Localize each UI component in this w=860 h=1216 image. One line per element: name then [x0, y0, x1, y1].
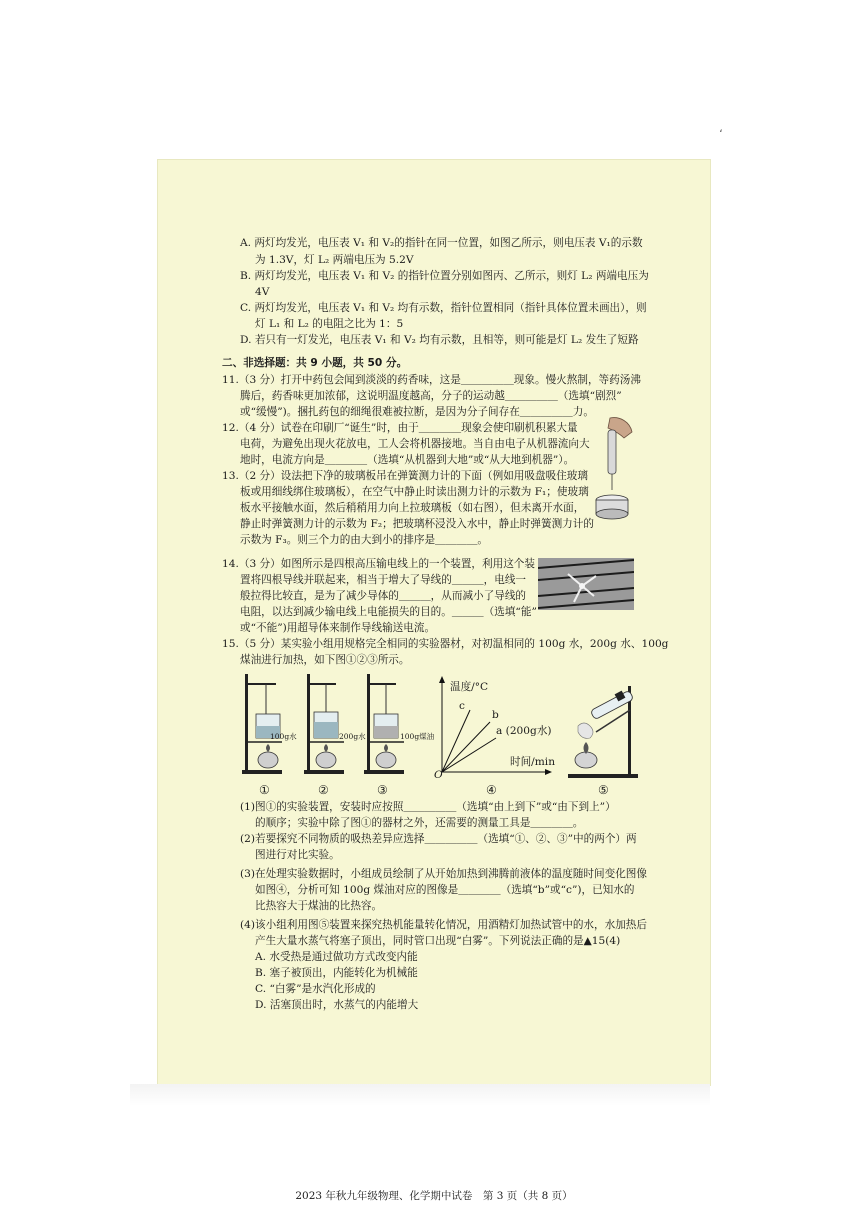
text-line: 电荷，为避免出现火花放电，工人会将机器接地。当自由电子从机器流向大: [240, 438, 590, 450]
graph-x-axis-label: 时间/min: [510, 756, 556, 768]
text-line: 比热容大于煤油的比热容。: [255, 900, 383, 912]
text-line: A. 水受热是通过做功方式改变内能: [255, 951, 418, 963]
graph-line-c-label: c: [459, 700, 465, 712]
figure1-number: ①: [259, 783, 270, 797]
text-line: 12.（4 分）试卷在印刷厂“诞生”时，由于＿＿＿＿现象会使印刷机积累大量: [222, 422, 578, 434]
apparatus-1: [242, 674, 282, 774]
power-line-spacer-photo: [538, 558, 634, 610]
apparatus-3: [364, 674, 404, 774]
figure4-number: ④: [486, 783, 497, 797]
text-line: D. 若只有一灯发光，电压表 V₁ 和 V₂ 均有示数，且相等，则可能是灯 L₂ 发生了短路: [240, 334, 639, 346]
test-tube-steam-figure: [560, 680, 650, 784]
text-line: B. 两灯均发光，电压表 V₁ 和 V₂ 的指针位置分别如图丙、乙所示，则灯 L₂ 两端电压为: [240, 270, 649, 282]
graph-line-a-label: a (200g水): [496, 725, 552, 737]
text-line: 如图④，分析可知 100g 煤油对应的图像是＿＿＿＿（选填“b”或“c”)，已知水的: [255, 884, 635, 896]
text-line: C. “白雾”是水汽化形成的: [255, 983, 376, 995]
heating-apparatus-figures: [236, 668, 426, 798]
spring-balance-figure: [590, 416, 636, 524]
text-line: (3)在处理实验数据时，小组成员绘制了从开始加热到沸腾前液体的温度随时间变化图像: [240, 868, 647, 880]
text-line: 或“缓慢”)。捆扎药包的细绳很难被拉断，是因为分子间存在＿＿＿＿＿力。: [240, 406, 594, 418]
text-line: B. 塞子被顶出，内能转化为机械能: [255, 967, 418, 979]
text-line: 图进行对比实验。: [255, 849, 340, 861]
text-line: 4V: [255, 286, 270, 298]
figure5-number: ⑤: [598, 783, 609, 797]
text-line: (4)该小组利用图⑤装置来探究热机能量转化情况，用酒精灯加热试管中的水，水加热后: [240, 919, 647, 931]
text-line: 灯 L₁ 和 L₂ 的电阻之比为 1：5: [255, 318, 404, 330]
text-line: C. 两灯均发光，电压表 V₁ 和 V₂ 均有示数，指针位置相同（指针具体位置未画出），则: [240, 302, 647, 314]
figure1-liquid-label: 100g水: [270, 732, 297, 741]
text-line: 14.（3 分）如图所示是四根高压输电线上的一个装置，利用这个装: [222, 558, 535, 570]
text-line: 示数为 F₃。则三个力的由大到小的排序是＿＿＿＿。: [240, 534, 489, 546]
graph-y-axis-label: 温度/°C: [450, 681, 489, 693]
text-line: D. 活塞顶出时，水蒸气的内能增大: [255, 999, 419, 1011]
text-line: (1)图①的实验装置，安装时应按照＿＿＿＿＿（选填“由上到下”或“由下到上”）: [240, 801, 616, 813]
text-line: (2)若要探究不同物质的吸热差异应选择＿＿＿＿＿（选填“①、②、③”中的两个）两: [240, 833, 637, 845]
text-line: 腾后，药香味更加浓郁，这说明温度越高，分子的运动越＿＿＿＿＿（选填“剧烈”: [240, 390, 622, 402]
text-line: A. 两灯均发光，电压表 V₁ 和 V₂的指针在同一位置，如图乙所示，则电压表 V₁的示数: [240, 237, 643, 249]
figure3-number: ③: [377, 783, 388, 797]
text-line: 静止时弹簧测力计的示数为 F₂；把玻璃杯浸没入水中，静止时弹簧测力计的: [240, 518, 594, 530]
paper-edge: [130, 1084, 710, 1106]
graph-line-b-label: b: [492, 709, 499, 721]
apparatus-2: [304, 674, 344, 774]
text-line: 产生大量水蒸气将塞子顶出，同时管口出现“白雾”。下列说法正确的是▲15(4): [255, 935, 621, 947]
text-line: 板或用细线绑住玻璃板），在空气中静止时读出测力计的示数为 F₁；使玻璃: [240, 486, 589, 498]
text-line: 15.（5 分）某实验小组用规格完全相同的实验器材，对初温相同的 100g 水，200g 水、100g: [222, 638, 669, 650]
text-line: 电阻，以达到减少输电线上电能损失的目的。＿＿＿（选填“能”: [240, 606, 537, 618]
text-line: 板水平接触水面，然后稍稍用力向上拉玻璃板（如右图），但未离开水面，: [240, 502, 585, 514]
text-line: 为 1.3V，灯 L₂ 两端电压为 5.2V: [255, 254, 414, 266]
graph-origin-label: O: [434, 769, 443, 781]
figure3-liquid-label: 100g煤油: [400, 732, 435, 741]
text-line: 煤油进行加热，如下图①②③所示。: [240, 654, 410, 666]
text-line: 般拉得比较直，是为了减少导体的＿＿＿，从而减小了导线的: [240, 590, 527, 602]
text-line: 的顺序；实验中除了图①的器材之外，还需要的测量工具是＿＿＿＿。: [255, 817, 584, 829]
page-footer: 2023 年秋九年级物理、化学期中试卷 第 3 页（共 8 页）: [295, 1190, 573, 1202]
figure2-number: ②: [318, 783, 329, 797]
text-line: 地时，电流方向是＿＿＿＿（选填“从机器到大地”或“从大地到机器”）。: [240, 454, 575, 466]
text-line: 二、非选择题：共 9 小题，共 50 分。: [222, 357, 408, 369]
text-line: 11.（3 分）打开中药包会闻到淡淡的药香味，这是＿＿＿＿＿现象。慢火熬制，等药汤沸: [222, 374, 641, 386]
figure2-liquid-label: 200g水: [339, 732, 366, 741]
text-line: 或“不能”)用超导体来制作导线输送电流。: [240, 622, 436, 634]
text-line: 置将四根导线并联起来，相当于增大了导线的＿＿＿，电线一: [240, 574, 527, 586]
text-line: 13.（2 分）设法把下净的玻璃板吊在弹簧测力计的下面（例如用吸盘吸住玻璃: [222, 470, 588, 482]
corner-mark: ،: [719, 122, 723, 135]
